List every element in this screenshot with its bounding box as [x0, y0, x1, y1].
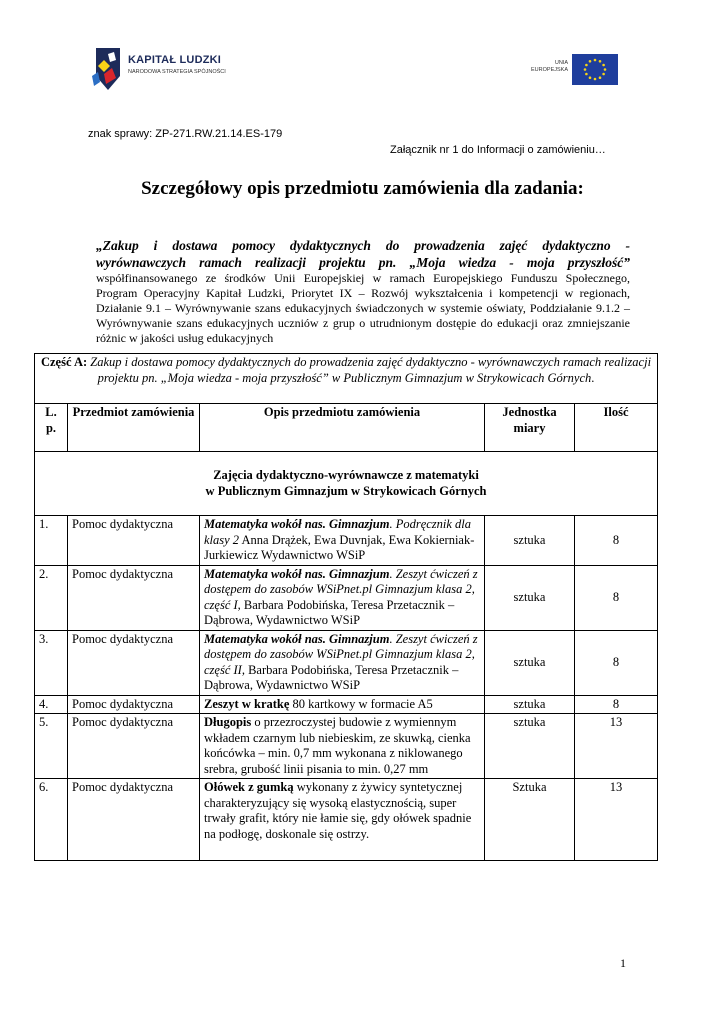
- desc-rest: 80 kartkowy w formacie A5: [289, 696, 433, 711]
- cell-unit: Sztuka: [485, 779, 575, 861]
- header-desc: Opis przedmiotu zamówienia: [200, 404, 485, 452]
- cell-lp: 5.: [35, 714, 68, 779]
- desc-bold: Matematyka wokół nas. Gimnazjum: [204, 517, 390, 531]
- cell-item: Pomoc dydaktyczna: [68, 695, 200, 714]
- cell-qty: 8: [575, 630, 658, 695]
- cell-desc: [200, 630, 485, 695]
- page-title: Szczegółowy opis przedmiotu zamówienia dla zadania:: [141, 178, 584, 199]
- intro-body-3: Działanie 9.1 – Wyrównywanie szans edukacyjnych świadczonych w systemie oświaty, Poddziałanie 9.1.2 –: [96, 301, 630, 315]
- cell-lp: 1.: [35, 516, 68, 566]
- cell-unit: sztuka: [485, 630, 575, 695]
- cell-qty: 8: [575, 565, 658, 630]
- kapital-ludzki-logo: [90, 46, 240, 92]
- section-row: [35, 452, 658, 516]
- cell-lp: 3.: [35, 630, 68, 695]
- section-line-2: w Publicznym Gimnazjum w Strykowicach Górnych: [205, 483, 487, 498]
- desc-italic: . Zeszyt ćwiczeń z dostępem do zasobów WSiPnet.pl Gimnazjum klasa 2, część I,: [204, 566, 478, 612]
- part-end: .: [591, 370, 595, 385]
- cell-item: Pomoc dydaktyczna: [68, 714, 200, 779]
- cell-desc: [200, 695, 485, 714]
- table-row: [35, 779, 658, 861]
- part-cell: [35, 354, 658, 404]
- intro-line-2: wyrównawczych ramach realizacji projektu pn. „Moja wiedza - moja przyszłość”: [96, 255, 630, 270]
- table-row: [35, 516, 658, 566]
- cell-unit: sztuka: [485, 516, 575, 566]
- cell-item: Pomoc dydaktyczna: [68, 779, 200, 861]
- desc-bold: Długopis: [204, 715, 252, 729]
- desc-rest: Barbara Podobińska, Teresa Przetacznik – Dąbrowa, Wydawnictwo WSiP: [204, 597, 455, 627]
- cell-desc: [200, 714, 485, 779]
- desc-rest: Anna Drążek, Ewa Duvnjak, Ewa Kokierniak-Jurkiewicz Wydawnictwo WSiP: [204, 532, 475, 562]
- cell-lp: 6.: [35, 779, 68, 861]
- header-lp: L. p.: [35, 404, 68, 452]
- desc-rest: Barbara Podobińska, Teresa Przetacznik – Dąbrowa, Wydawnictwo WSiP: [204, 662, 459, 692]
- cell-desc: [200, 779, 485, 861]
- desc-rest: wykonany z żywicy syntetycznej charakteryzujący się wysoką elastycznością, super trwały grafit, który nie łamie się, gdy ołówek spadnie na podłogę, doskonale się ostrzy.: [204, 780, 472, 841]
- eu-logo-line1: UNIA: [554, 60, 568, 66]
- cell-qty: 8: [575, 695, 658, 714]
- kapital-ludzki-subtitle: NARODOWA STRATEGIA SPÓJNOŚCI: [128, 69, 226, 75]
- cell-lp: 4.: [35, 695, 68, 714]
- cell-unit: sztuka: [485, 565, 575, 630]
- section-line-1: Zajęcia dydaktyczno-wyrównawcze z matematyki: [213, 468, 479, 482]
- desc-italic: . Zeszyt ćwiczeń z dostępem do zasobów WSiPnet.pl Gimnazjum klasa 2, część II,: [204, 631, 478, 677]
- cell-qty: 13: [575, 779, 658, 861]
- header-row: [35, 404, 658, 452]
- desc-bold: Ołówek z gumką: [204, 780, 294, 794]
- intro-body-5: różnic w jakości usług edukacyjnych: [96, 331, 274, 345]
- cell-desc: [200, 565, 485, 630]
- table-row: [35, 565, 658, 630]
- cell-lp: 2.: [35, 565, 68, 630]
- desc-bold: Zeszyt w kratkę: [204, 696, 290, 711]
- intro-body-2: Program Operacyjny Kapitał Ludzki, Priorytet IX – Rozwój wykształcenia i kompetencji w regionach,: [96, 286, 630, 300]
- desc-italic: . Podręcznik dla klasy 2: [204, 517, 472, 547]
- intro-paragraph: [96, 237, 630, 346]
- desc-bold: Matematyka wokół nas. Gimnazjum: [204, 631, 390, 646]
- header-qty: Ilość: [575, 404, 658, 452]
- eu-flag-icon: [572, 54, 618, 85]
- desc-bold: Matematyka wokół nas. Gimnazjum: [204, 566, 390, 581]
- order-table: [34, 353, 658, 861]
- cell-unit: sztuka: [485, 714, 575, 779]
- table-row: [35, 714, 658, 779]
- cell-item: Pomoc dydaktyczna: [68, 516, 200, 566]
- section-cell: [35, 452, 658, 516]
- kapital-ludzki-logo-icon: [90, 46, 124, 92]
- cell-unit: sztuka: [485, 695, 575, 714]
- part-label: Część A:: [40, 355, 88, 369]
- eu-logo-line2: EUROPEJSKA: [531, 67, 568, 73]
- part-row: [35, 354, 658, 404]
- cell-desc: [200, 516, 485, 566]
- cell-item: Pomoc dydaktyczna: [68, 565, 200, 630]
- desc-rest: o przezroczystej budowie z wymiennym wkładem czarnym lub niebieskim, ze skuwką, cienka końcówka – min. 0,7 mm wykonana z niklowanego srebra, grubość linii pisania to min. 0,27 mm: [204, 715, 471, 776]
- cell-item: Pomoc dydaktyczna: [68, 630, 200, 695]
- intro-body-4: Wyrównywanie szans edukacyjnych uczniów z grup o utrudnionym dostępie do edukacji oraz zmniejszanie: [96, 316, 630, 330]
- eu-logo: [528, 54, 620, 86]
- page-number: 1: [620, 956, 626, 970]
- annex-label: Załącznik nr 1 do Informacji o zamówieniu…: [390, 144, 606, 156]
- table-row: [35, 630, 658, 695]
- eu-logo-text: [528, 60, 568, 74]
- intro-body-1: współfinansowanego ze środków Unii Europejskiej w ramach Europejskiego Funduszu Społecznego,: [96, 271, 630, 285]
- intro-line-1: „Zakup i dostawa pomocy dydaktycznych do prowadzenia zajęć dydaktyczno -: [96, 238, 630, 253]
- kapital-ludzki-title: KAPITAŁ LUDZKI: [128, 54, 222, 66]
- header-item: Przedmiot zamówienia: [68, 404, 200, 452]
- part-text: Zakup i dostawa pomocy dydaktycznych do prowadzenia zajęć dydaktyczno - wyrównawczych ramach realizacji projektu pn. „Moja wiedza - moja przyszłość” w Publicznym Gimnazjum w Strykowicach Górnych: [90, 355, 652, 385]
- table-row: [35, 695, 658, 714]
- cell-qty: 8: [575, 516, 658, 566]
- header-unit: Jednostka miary: [485, 404, 575, 452]
- case-number: znak sprawy: ZP-271.RW.21.14.ES-179: [88, 128, 283, 140]
- cell-qty: 13: [575, 714, 658, 779]
